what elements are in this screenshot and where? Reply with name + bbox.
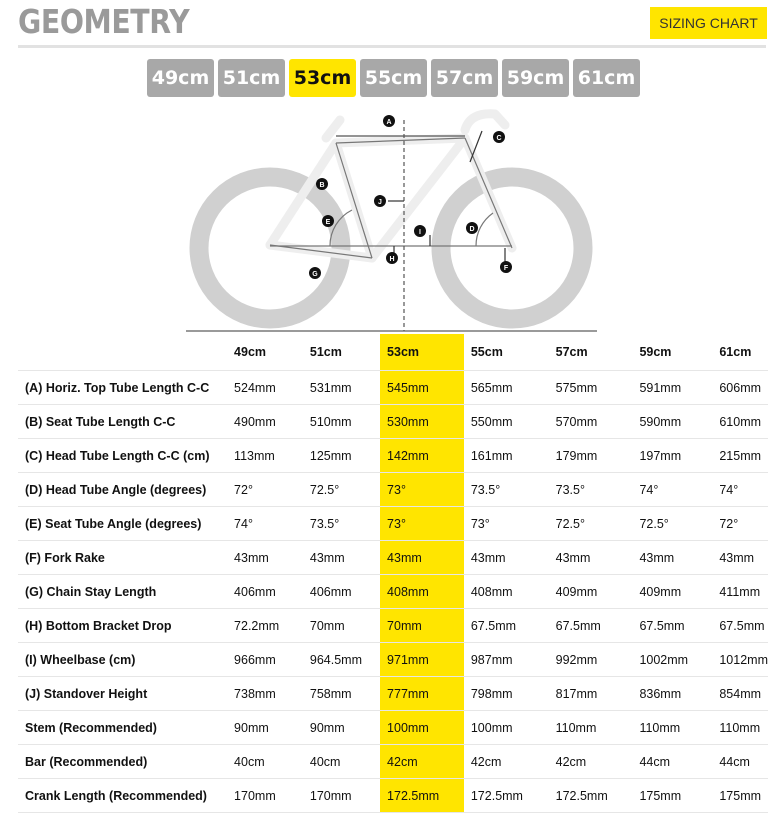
table-cell: 817mm [549,677,633,711]
size-tab-51cm[interactable]: 51cm [218,59,285,97]
column-header: 61cm [712,334,768,371]
table-cell: 531mm [303,371,380,405]
table-cell: 409mm [632,575,712,609]
column-header: 51cm [303,334,380,371]
table-cell: 1012mm [712,643,768,677]
table-cell: 142mm [380,439,464,473]
table-cell: 490mm [227,405,303,439]
table-row [18,541,768,575]
table-cell: 100mm [464,711,549,745]
row-label: (C) Head Tube Length C-C (cm) [18,439,227,473]
page-title: GEOMETRY [18,2,190,41]
table-cell: 70mm [380,609,464,643]
table-row [18,473,768,507]
svg-text:A: A [386,119,392,126]
table-cell: 406mm [303,575,380,609]
svg-text:B: B [319,182,325,189]
table-cell: 197mm [632,439,712,473]
table-cell: 43mm [712,541,768,575]
table-cell: 175mm [632,779,712,813]
table-cell: 758mm [303,677,380,711]
table-cell: 100mm [380,711,464,745]
table-cell: 575mm [549,371,633,405]
table-cell: 570mm [549,405,633,439]
table-cell: 530mm [380,405,464,439]
table-row [18,507,768,541]
table-row [18,745,768,779]
table-cell: 90mm [303,711,380,745]
table-cell: 161mm [464,439,549,473]
table-cell: 550mm [464,405,549,439]
table-cell: 74° [227,507,303,541]
table-cell: 411mm [712,575,768,609]
size-tab-49cm[interactable]: 49cm [147,59,214,97]
table-cell: 610mm [712,405,768,439]
column-header: 53cm [380,334,464,371]
row-label: (G) Chain Stay Length [18,575,227,609]
table-cell: 72.2mm [227,609,303,643]
table-row [18,439,768,473]
row-label: Bar (Recommended) [18,745,227,779]
table-row [18,677,768,711]
row-label: (F) Fork Rake [18,541,227,575]
table-cell: 406mm [227,575,303,609]
table-cell: 73° [380,507,464,541]
svg-text:E: E [325,219,331,226]
column-header: 55cm [464,334,549,371]
svg-text:F: F [503,265,509,272]
table-cell: 172.5mm [464,779,549,813]
table-cell: 40cm [303,745,380,779]
table-cell: 42cm [380,745,464,779]
table-cell: 113mm [227,439,303,473]
table-cell: 72.5° [303,473,380,507]
row-label: (D) Head Tube Angle (degrees) [18,473,227,507]
table-cell: 170mm [303,779,380,813]
table-cell: 72° [227,473,303,507]
table-cell: 73° [380,473,464,507]
row-label: (E) Seat Tube Angle (degrees) [18,507,227,541]
table-cell: 74° [632,473,712,507]
table-cell: 524mm [227,371,303,405]
table-cell: 40cm [227,745,303,779]
row-label: (J) Standover Height [18,677,227,711]
table-header-row [18,334,768,371]
table-cell: 43mm [227,541,303,575]
bike-geometry-diagram [0,100,778,334]
header-blank [18,334,227,371]
table-cell: 408mm [380,575,464,609]
table-cell: 43mm [303,541,380,575]
column-header: 59cm [632,334,712,371]
table-cell: 798mm [464,677,549,711]
table-cell: 172.5mm [549,779,633,813]
table-cell: 738mm [227,677,303,711]
table-cell: 172.5mm [380,779,464,813]
size-tab-61cm[interactable]: 61cm [573,59,640,97]
table-cell: 1002mm [632,643,712,677]
geometry-table [18,334,768,813]
column-header: 57cm [549,334,633,371]
table-cell: 964.5mm [303,643,380,677]
table-cell: 179mm [549,439,633,473]
table-cell: 43mm [632,541,712,575]
table-cell: 42cm [464,745,549,779]
table-cell: 854mm [712,677,768,711]
table-cell: 992mm [549,643,633,677]
size-tab-53cm[interactable]: 53cm [289,59,356,97]
table-cell: 409mm [549,575,633,609]
row-label: (A) Horiz. Top Tube Length C-C [18,371,227,405]
table-cell: 44cm [712,745,768,779]
table-cell: 73.5° [549,473,633,507]
table-cell: 70mm [303,609,380,643]
table-cell: 67.5mm [464,609,549,643]
table-cell: 67.5mm [632,609,712,643]
table-cell: 125mm [303,439,380,473]
size-tab-57cm[interactable]: 57cm [431,59,498,97]
size-tab-59cm[interactable]: 59cm [502,59,569,97]
row-label: (H) Bottom Bracket Drop [18,609,227,643]
table-cell: 74° [712,473,768,507]
svg-text:D: D [469,226,475,233]
table-cell: 72.5° [632,507,712,541]
table-cell: 966mm [227,643,303,677]
svg-text:C: C [496,135,502,142]
column-header: 49cm [227,334,303,371]
size-tab-55cm[interactable]: 55cm [360,59,427,97]
table-cell: 408mm [464,575,549,609]
table-cell: 67.5mm [712,609,768,643]
table-cell: 90mm [227,711,303,745]
row-label: Stem (Recommended) [18,711,227,745]
table-cell: 590mm [632,405,712,439]
table-row [18,371,768,405]
sizing-chart-button[interactable]: SIZING CHART [650,7,767,39]
row-label: Crank Length (Recommended) [18,779,227,813]
svg-text:H: H [389,256,395,263]
table-cell: 44cm [632,745,712,779]
table-cell: 545mm [380,371,464,405]
table-cell: 67.5mm [549,609,633,643]
table-row [18,609,768,643]
table-cell: 836mm [632,677,712,711]
table-row [18,643,768,677]
row-label: (B) Seat Tube Length C-C [18,405,227,439]
svg-text:G: G [312,271,318,278]
table-cell: 971mm [380,643,464,677]
table-cell: 110mm [549,711,633,745]
table-row [18,779,768,813]
table-cell: 72.5° [549,507,633,541]
svg-text:I: I [419,229,421,236]
table-cell: 43mm [549,541,633,575]
table-cell: 215mm [712,439,768,473]
table-cell: 73.5° [303,507,380,541]
table-cell: 42cm [549,745,633,779]
table-cell: 170mm [227,779,303,813]
table-cell: 73° [464,507,549,541]
table-row [18,405,768,439]
table-row [18,711,768,745]
table-cell: 175mm [712,779,768,813]
title-divider [18,45,766,48]
row-label: (I) Wheelbase (cm) [18,643,227,677]
table-cell: 606mm [712,371,768,405]
svg-text:J: J [378,199,382,206]
table-cell: 777mm [380,677,464,711]
table-cell: 43mm [464,541,549,575]
table-cell: 987mm [464,643,549,677]
table-cell: 110mm [632,711,712,745]
table-cell: 565mm [464,371,549,405]
size-tabs [147,59,640,97]
table-cell: 73.5° [464,473,549,507]
table-cell: 43mm [380,541,464,575]
table-cell: 591mm [632,371,712,405]
table-cell: 510mm [303,405,380,439]
table-row [18,575,768,609]
table-cell: 110mm [712,711,768,745]
table-cell: 72° [712,507,768,541]
